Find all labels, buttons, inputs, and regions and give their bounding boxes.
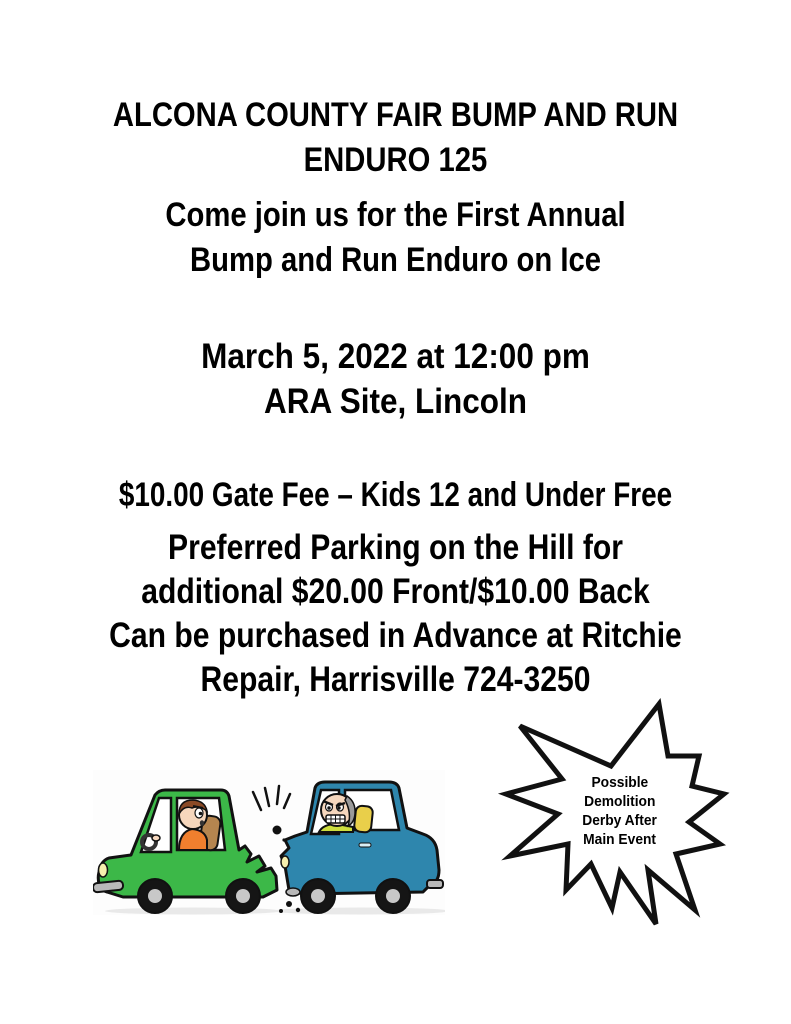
impact-line-3 — [277, 786, 279, 804]
flyer-subtitle — [0, 193, 791, 283]
impact-dot-small — [282, 838, 285, 841]
starburst-line-1: Possible — [591, 774, 649, 791]
driver2-right-pupil — [337, 806, 340, 809]
green-car-headlight — [99, 863, 108, 877]
gate-fee — [0, 473, 791, 518]
debris-dot-1 — [286, 901, 292, 907]
green-car — [93, 790, 277, 913]
subtitle-line-2: Bump and Run Enduro on Ice — [190, 241, 601, 279]
event-details — [0, 334, 791, 424]
blue-car-rear-bumper — [427, 880, 443, 888]
title-line-2: ENDURO 125 — [303, 141, 488, 179]
parking-line-1: Preferred Parking on the Hill for — [168, 528, 623, 567]
crashed-cars-icon — [93, 770, 445, 915]
debris-dot-3 — [279, 909, 283, 913]
title-line-1: ALCONA COUNTY FAIR BUMP AND RUN — [112, 96, 679, 134]
parking-line-3: Can be purchased in Advance at Ritchie — [109, 616, 682, 655]
starburst-line-4: Main Event — [583, 831, 657, 848]
blue-car-door-handle — [359, 843, 371, 847]
driver2-left-pupil — [327, 806, 330, 809]
debris-dot-2 — [296, 908, 300, 912]
impact-line-4 — [284, 794, 290, 808]
blue-car-headlight — [281, 856, 289, 868]
impact-line-2 — [265, 788, 269, 806]
blue-car-driver — [319, 794, 355, 832]
starburst-line-3: Derby After — [582, 812, 658, 829]
starburst-callout — [496, 694, 744, 928]
impact-dot — [273, 826, 282, 835]
starburst-text — [496, 694, 744, 928]
subtitle-line-1: Come join us for the First Annual — [165, 196, 626, 234]
blue-car-rear-hub — [386, 889, 400, 903]
impact-line-1 — [253, 792, 261, 810]
driver1-pupil — [199, 812, 203, 816]
green-car-front-hub — [148, 889, 162, 903]
gate-fee-line: $10.00 Gate Fee – Kids 12 and Under Free — [118, 476, 673, 514]
blue-car-fallen-bumper — [286, 888, 300, 896]
blue-car — [281, 782, 443, 913]
driver1-hand — [152, 835, 160, 841]
flyer-title — [0, 93, 791, 183]
starburst-line-2: Demolition — [584, 793, 656, 810]
crashed-cars-illustration — [93, 770, 445, 915]
parking-line-4: Repair, Harrisville 724-3250 — [200, 660, 591, 699]
parking-info — [0, 526, 791, 702]
event-location: ARA Site, Lincoln — [263, 382, 528, 421]
event-datetime: March 5, 2022 at 12:00 pm — [201, 337, 590, 376]
green-car-bumper — [93, 880, 123, 892]
green-car-rear-hub — [236, 889, 250, 903]
parking-line-2: additional $20.00 Front/$10.00 Back — [141, 572, 650, 611]
driver1-mouth — [200, 820, 204, 826]
blue-car-headrest — [354, 805, 374, 833]
blue-car-front-hub — [311, 889, 325, 903]
